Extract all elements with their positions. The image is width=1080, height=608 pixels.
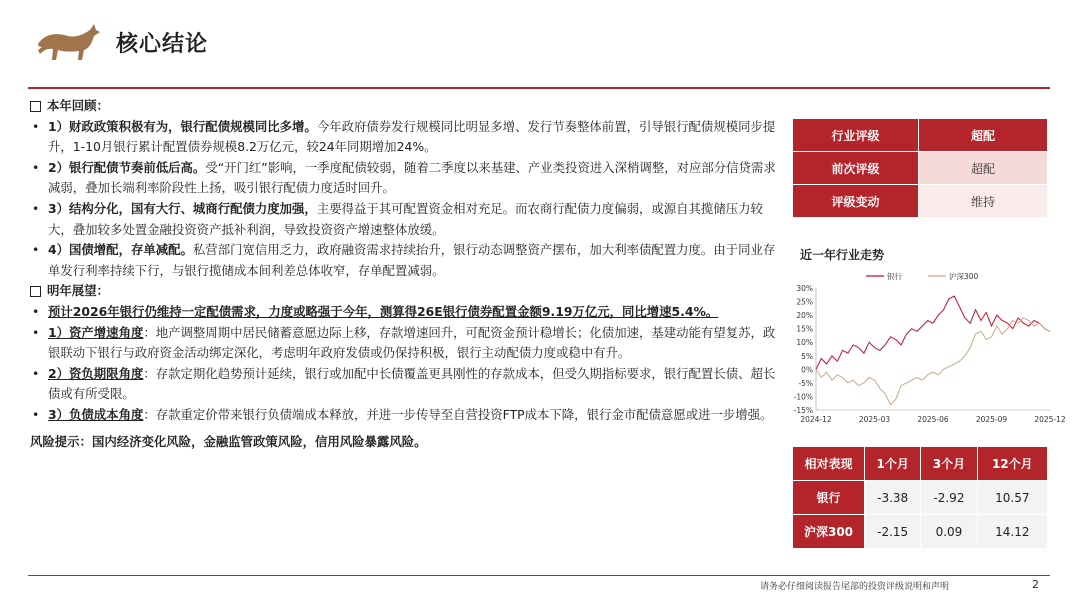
bullet: • bbox=[32, 159, 40, 175]
list-item bbox=[30, 117, 782, 158]
relative-performance-table bbox=[792, 446, 1048, 549]
rating-value: 超配 bbox=[919, 119, 1048, 152]
page-title: 核心结论 bbox=[116, 32, 209, 57]
item-heading: 4）国债增配，存单减配。 bbox=[48, 242, 193, 258]
y-tick-label: 15% bbox=[796, 324, 813, 334]
bullet: • bbox=[32, 303, 40, 319]
table-cell: -3.38 bbox=[865, 481, 921, 515]
rating-value: 超配 bbox=[919, 152, 1048, 185]
item-text: 主要得益于其可配置资金相对充足。而农商行配债力度偏弱，或源自其揽储压力较大，叠加较多处置金融投资资产抵补利润，导致投资资产增速整体放缓。 bbox=[48, 200, 763, 237]
table-row bbox=[793, 481, 1048, 515]
list-item bbox=[30, 302, 782, 323]
industry-trend-chart bbox=[786, 266, 1066, 430]
y-tick-label: 20% bbox=[796, 311, 813, 321]
table-row bbox=[793, 152, 1048, 185]
series-line-bank bbox=[816, 296, 1050, 369]
bullet: • bbox=[32, 200, 40, 216]
y-tick-label: -5% bbox=[798, 378, 813, 388]
row-label: 银行 bbox=[793, 481, 865, 515]
legend-label: 沪深300 bbox=[949, 272, 979, 281]
rating-label: 行业评级 bbox=[793, 119, 919, 152]
y-tick-label: 0% bbox=[801, 365, 813, 375]
risk-warning: 风险提示：国内经济变化风险，金融监管政策风险，信用风险暴露风险。 bbox=[30, 433, 427, 449]
table-row bbox=[793, 515, 1048, 549]
item-heading: 1）资产增速角度 bbox=[48, 324, 144, 340]
list-item bbox=[30, 199, 782, 240]
bullet: • bbox=[32, 406, 40, 422]
item-text: 私营部门宽信用乏力，政府融资需求持续抬升，银行动态调整资产摆布，加大利率债配置力度。由于同业存单发行利率持续下行，与银行揽储成本间利差总体收窄，存单配置减弱。 bbox=[48, 242, 776, 278]
x-tick-label: 2025-09 bbox=[975, 415, 1008, 424]
item-text: ：存款重定价带来银行负债端成本释放，并进一步传导至自营投资FTP成本下降，银行金市配债意愿或进一步增强。 bbox=[143, 406, 773, 422]
y-tick-label: -15% bbox=[793, 406, 813, 415]
bullet: • bbox=[32, 365, 40, 381]
table-cell: 0.09 bbox=[921, 515, 977, 549]
list-item bbox=[30, 364, 782, 405]
rating-label: 前次评级 bbox=[793, 152, 919, 185]
item-heading: 1）财政政策积极有为，银行配债规模同比多增。 bbox=[48, 118, 317, 134]
list-item bbox=[30, 240, 782, 281]
column-header: 12个月 bbox=[977, 447, 1047, 481]
column-header: 1个月 bbox=[865, 447, 921, 481]
series-line-csi300 bbox=[816, 318, 1050, 405]
y-tick-label: 25% bbox=[796, 297, 813, 307]
y-tick-label: 30% bbox=[796, 284, 813, 293]
y-tick-label: -10% bbox=[793, 392, 813, 402]
list-item bbox=[30, 405, 782, 426]
header-divider bbox=[28, 87, 1050, 89]
y-tick-label: 5% bbox=[801, 351, 813, 361]
checkbox-square-icon bbox=[30, 286, 41, 297]
x-tick-label: 2025-06 bbox=[917, 415, 949, 424]
footer-divider bbox=[28, 575, 1050, 576]
bullet: • bbox=[32, 324, 40, 340]
page-number: 2 bbox=[1032, 578, 1039, 591]
list-item bbox=[30, 158, 782, 199]
y-tick-label: 10% bbox=[796, 338, 813, 348]
rating-label: 评级变动 bbox=[793, 185, 919, 218]
column-header: 相对表现 bbox=[793, 447, 865, 481]
item-heading: 2）银行配债节奏前低后高。 bbox=[48, 159, 206, 175]
section-review-heading: 本年回顾： bbox=[30, 96, 782, 117]
list-item bbox=[30, 323, 782, 364]
rating-value: 维持 bbox=[919, 185, 1048, 218]
x-tick-label: 2025-12 bbox=[1034, 415, 1066, 424]
legend-label: 银行 bbox=[887, 272, 902, 281]
checkbox-square-icon bbox=[30, 101, 41, 112]
row-label: 沪深300 bbox=[793, 515, 865, 549]
item-text: ：存款定期化趋势预计延续，银行或加配中长债覆盖更具刚性的存款成本，但受久期指标要求，银行配置长债、超长债或有所受限。 bbox=[48, 365, 776, 402]
conclusion-text bbox=[30, 96, 782, 452]
table-cell: 10.57 bbox=[977, 481, 1047, 515]
rating-table bbox=[792, 118, 1048, 218]
table-cell: -2.15 bbox=[865, 515, 921, 549]
item-heading: 3）结构分化，国有大行、城商行配债力度加强， bbox=[48, 200, 317, 216]
x-tick-label: 2025-03 bbox=[858, 415, 891, 424]
table-cell: 14.12 bbox=[977, 515, 1047, 549]
x-tick-label: 2024-12 bbox=[800, 415, 832, 424]
item-heading: 2）资负期限角度 bbox=[48, 365, 144, 381]
item-text: 今年政府债券发行规模同比明显多增、发行节奏整体前置，引导银行配债规模同步提升，1-10月银行累计配置债券规模8.2万亿元，较24年同期增加24%。 bbox=[48, 118, 776, 155]
item-text: 受“开门红”影响，一季度配债较弱，随着二季度以来基建、产业类投资进入深梢调整，对应部分信贷需求减弱，叠加长端利率阶段性上扬，吸引银行配债力度适时回升。 bbox=[48, 159, 776, 196]
bull-logo-icon bbox=[34, 20, 102, 64]
item-heading: 预计2026年银行仍维持一定配债需求，力度或略强于今年，测算得26E银行债券配置金额9.19万亿元，同比增速5.4%。 bbox=[48, 303, 719, 319]
disclaimer-note: 请务必仔细阅读报告尾部的投资评级说明和声明 bbox=[760, 582, 950, 592]
table-cell: -2.92 bbox=[921, 481, 977, 515]
section-outlook-heading: 明年展望： bbox=[30, 281, 782, 302]
bullet: • bbox=[32, 242, 40, 258]
chart-title: 近一年行业走势 bbox=[800, 248, 885, 262]
table-row bbox=[793, 185, 1048, 218]
item-text: ：地产调整周期中居民储蓄意愿边际上移，存款增速回升，可配资金预计稳增长；化债加速，基建动能有望复苏，政银联动下银行与政府资金活动绑定深化，考虑明年政府发债或仍保持积极，银行主动配债力度或稳中有升。 bbox=[48, 324, 776, 361]
table-header-row bbox=[793, 447, 1048, 481]
bullet: • bbox=[32, 118, 40, 134]
column-header: 3个月 bbox=[921, 447, 977, 481]
table-row bbox=[793, 119, 1048, 152]
item-heading: 3）负债成本角度 bbox=[48, 406, 144, 422]
